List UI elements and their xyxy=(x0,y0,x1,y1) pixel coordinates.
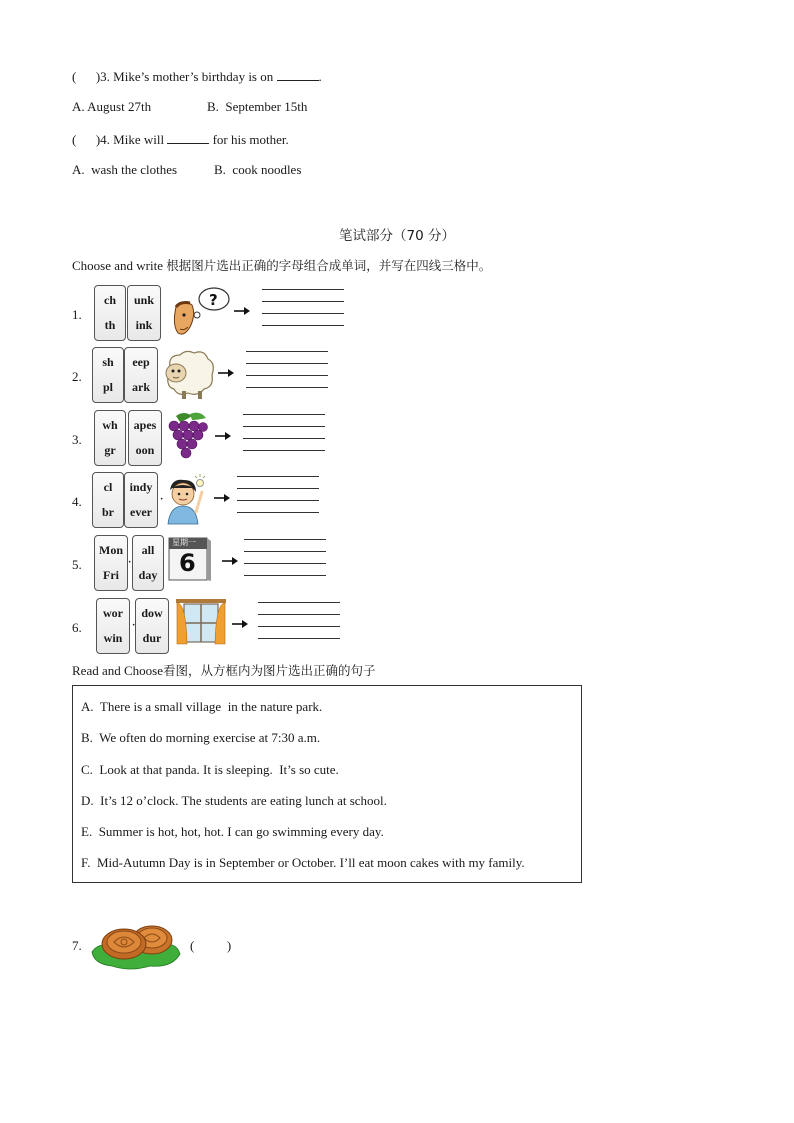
letter-card-right[interactable] xyxy=(124,472,158,528)
arrow-icon xyxy=(214,494,230,502)
option-top: all xyxy=(141,543,155,557)
calendar-icon xyxy=(168,537,212,581)
item-number: 4. xyxy=(72,494,82,509)
option-bottom: gr xyxy=(104,443,116,457)
arrow-icon xyxy=(218,369,234,377)
option-bottom: day xyxy=(138,568,158,582)
thinking-man-icon xyxy=(170,285,232,341)
sentence-options-box xyxy=(72,685,582,883)
question-3-text: ( )3. Mike’s mother’s birthday is on xyxy=(72,69,274,84)
letter-card-right[interactable] xyxy=(132,535,164,591)
calendar-number: 6 xyxy=(179,549,196,577)
option-bottom: br xyxy=(102,505,114,519)
item-number: 6. xyxy=(72,620,82,635)
question-3 xyxy=(72,68,322,85)
sentence-option-f: F. Mid-Autumn Day is in September or October. I’ll eat moon cakes with my family. xyxy=(81,855,525,870)
item-number: 3. xyxy=(72,432,82,447)
arrow-icon xyxy=(234,307,250,315)
sentence-option-b: B. We often do morning exercise at 7:30 a.m. xyxy=(81,730,321,745)
clever-boy-icon xyxy=(164,472,210,526)
arrow-icon xyxy=(232,620,248,628)
option-bottom: win xyxy=(103,631,123,645)
option-top: wor xyxy=(103,606,123,620)
question-4-option-a: A. wash the clothes xyxy=(72,162,178,177)
instruction-cn: 看图，从方框内为图片选出正确的句子 xyxy=(162,663,376,678)
instruction-cn: 根据图片选出正确的字母组合成单词，并写在四线三格中。 xyxy=(166,258,492,273)
letter-card-left[interactable] xyxy=(94,535,128,591)
instruction-en: Read and Choose xyxy=(72,663,163,678)
sheep-icon xyxy=(160,347,216,401)
option-bottom: Fri xyxy=(103,568,119,582)
option-bottom: oon xyxy=(135,443,155,457)
dot: · xyxy=(160,494,164,505)
grapes-icon xyxy=(164,410,210,464)
question-4 xyxy=(72,131,289,148)
question-4-text: ( )4. Mike will xyxy=(72,132,165,147)
writing-lines[interactable] xyxy=(258,602,340,650)
answer-blank[interactable] xyxy=(277,68,319,81)
question-3-option-b: B. September 15th xyxy=(207,99,308,114)
item-number: 1. xyxy=(72,307,82,322)
option-bottom: ark xyxy=(132,380,150,394)
question-4-end: for his mother. xyxy=(212,132,289,147)
mooncake-icon xyxy=(90,918,182,972)
letter-card-left[interactable] xyxy=(92,347,124,403)
option-top: wh xyxy=(102,418,118,432)
letter-card-right[interactable] xyxy=(128,410,162,466)
writing-lines[interactable] xyxy=(237,476,319,524)
sentence-option-e: E. Summer is hot, hot, hot. I can go swimming every day. xyxy=(81,824,384,839)
letter-card-left[interactable] xyxy=(94,285,126,341)
sentence-option-a: A. There is a small village in the nature park. xyxy=(81,699,323,714)
option-bottom: ever xyxy=(130,505,152,519)
option-top: Mon xyxy=(99,543,123,557)
question-7-number: 7. xyxy=(72,938,82,953)
instruction-en: Choose and write xyxy=(72,258,163,273)
item-number: 5. xyxy=(72,557,82,572)
answer-parentheses[interactable]: ( ) xyxy=(190,938,232,953)
dot: · xyxy=(132,620,136,631)
svg-text:?: ? xyxy=(209,291,218,309)
arrow-icon xyxy=(215,432,231,440)
item-number: 2. xyxy=(72,369,82,384)
option-bottom: ink xyxy=(135,318,153,332)
letter-card-left[interactable] xyxy=(96,598,130,654)
option-top: eep xyxy=(132,355,150,369)
dot: · xyxy=(128,557,132,568)
writing-lines[interactable] xyxy=(243,414,325,462)
letter-card-right[interactable] xyxy=(127,285,161,341)
letter-card-left[interactable] xyxy=(92,472,124,528)
writing-lines[interactable] xyxy=(244,539,326,587)
option-top: apes xyxy=(133,418,157,432)
option-top: dow xyxy=(141,606,163,620)
read-choose-instruction xyxy=(72,661,376,679)
sentence-option-c: C. Look at that panda. It is sleeping. It’s so cute. xyxy=(81,762,339,777)
option-top: sh xyxy=(102,355,114,369)
option-top: ch xyxy=(104,293,116,307)
sentence-option-d: D. It’s 12 o’clock. The students are eating lunch at school. xyxy=(81,793,387,808)
question-4-option-b: B. cook noodles xyxy=(214,162,302,177)
window-icon xyxy=(174,598,228,646)
letter-card-right[interactable] xyxy=(135,598,169,654)
option-top: unk xyxy=(133,293,155,307)
calendar-header: 星期一 xyxy=(172,538,196,547)
letter-card-right[interactable] xyxy=(124,347,158,403)
option-bottom: th xyxy=(104,318,116,332)
option-top: cl xyxy=(103,480,113,494)
arrow-icon xyxy=(222,557,238,565)
option-bottom: pl xyxy=(102,380,113,394)
written-section-title: 笔试部分（70 分） xyxy=(339,228,455,244)
letter-card-left[interactable] xyxy=(94,410,126,466)
choose-write-instruction xyxy=(72,256,491,274)
question-3-end: . xyxy=(318,69,322,84)
question-3-option-a: A. August 27th xyxy=(72,99,152,114)
option-bottom: dur xyxy=(142,631,162,645)
writing-lines[interactable] xyxy=(246,351,328,399)
answer-blank[interactable] xyxy=(167,131,209,144)
writing-lines[interactable] xyxy=(262,289,344,337)
option-top: indy xyxy=(129,480,153,494)
